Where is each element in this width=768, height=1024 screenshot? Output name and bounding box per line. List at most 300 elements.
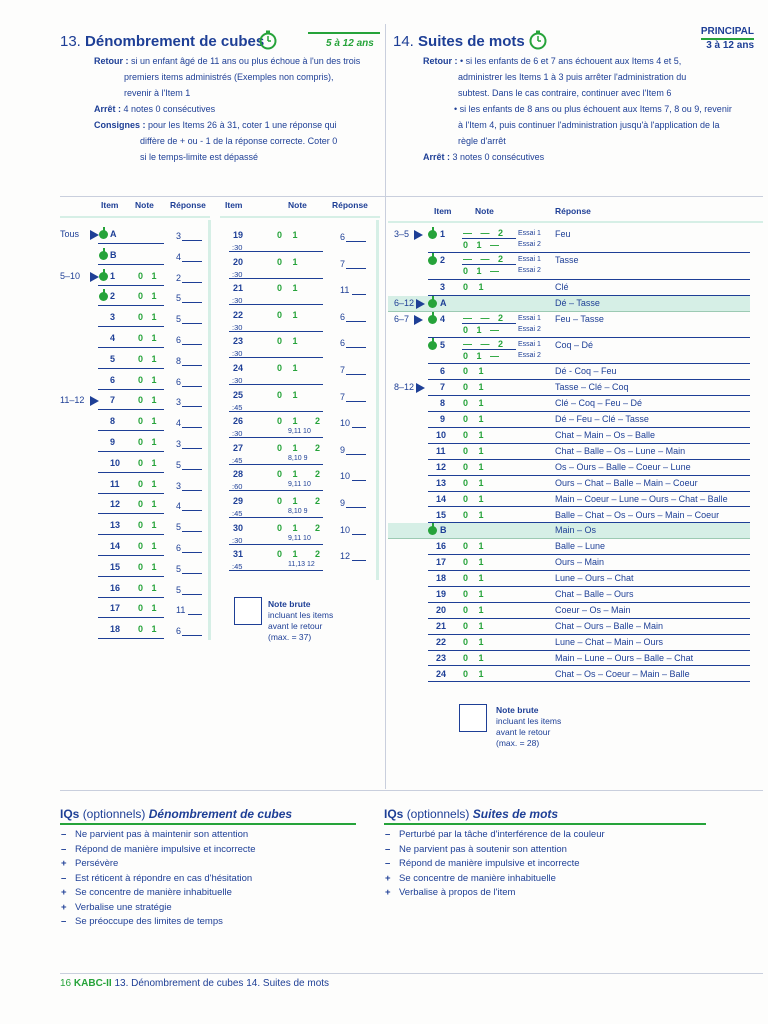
note-essai-bottom[interactable]: 0 1 — <box>463 324 500 335</box>
answer-line[interactable] <box>352 294 366 295</box>
note-choices[interactable]: 0 1 <box>138 333 157 343</box>
expected-response: Main – Coeur – Lune – Ours – Chat – Balle <box>555 493 728 504</box>
answer-line[interactable] <box>182 594 202 595</box>
note-choices[interactable]: 0 1 <box>463 493 484 504</box>
item-rule <box>229 570 323 571</box>
iq-item[interactable] <box>385 857 605 872</box>
item-rule <box>98 368 164 369</box>
item-rule <box>98 243 164 244</box>
answer-line[interactable] <box>182 261 202 262</box>
table-row <box>220 492 385 518</box>
iq-item[interactable] <box>385 828 605 843</box>
note-choices[interactable]: 0 1 <box>277 389 298 400</box>
note-choices[interactable]: 0 1 <box>138 457 157 468</box>
item-number: 13 <box>436 477 447 488</box>
note-choices[interactable]: 0 1 <box>463 461 484 472</box>
response-value: 5 <box>176 584 182 595</box>
iq-item[interactable] <box>61 828 256 843</box>
expected-response: Chat – Os – Coeur – Main – Balle <box>555 668 690 679</box>
time-limit: :60 <box>232 482 243 492</box>
response-value: 6 <box>340 232 346 242</box>
iq-item[interactable] <box>61 872 256 887</box>
item-rule <box>98 472 164 473</box>
answer-line[interactable] <box>182 282 202 283</box>
item-number: 21 <box>233 283 244 294</box>
footer-rule <box>60 973 763 974</box>
note-choices[interactable]: 0 1 <box>463 414 484 425</box>
note-choices[interactable]: 0 1 <box>463 620 484 631</box>
table-row <box>60 351 210 372</box>
answer-line[interactable] <box>352 560 366 561</box>
table-row <box>60 621 210 642</box>
arrow-right-icon <box>414 315 423 325</box>
note-choice-2[interactable]: 2 <box>315 469 321 480</box>
time-limit: :30 <box>232 349 243 359</box>
item-number: 19 <box>233 230 244 240</box>
cubes-right-header: Item Note Réponse <box>225 200 368 210</box>
time-limit: :45 <box>232 402 243 412</box>
item-number: 28 <box>233 469 244 480</box>
response-value: 4 <box>176 251 182 262</box>
iq-text: Répond de manière impulsive et incorrecte <box>399 858 580 869</box>
iq-text: Se préoccupe des limites de temps <box>75 916 223 927</box>
note-choices[interactable]: 0 1 <box>277 469 298 480</box>
principal-label: PRINCIPAL 3 à 12 ans <box>700 26 754 51</box>
answer-line[interactable] <box>352 534 366 535</box>
item-number: 5 <box>110 353 116 364</box>
item-number: 31 <box>233 549 244 560</box>
table-row <box>220 279 385 305</box>
note-choices[interactable]: 0 1 <box>463 604 484 615</box>
iq-sign: – <box>61 872 67 884</box>
table-row <box>388 667 750 683</box>
expected-response: Balle – Lune <box>555 541 606 552</box>
note-choices[interactable]: 0 1 <box>138 520 157 531</box>
expected-response: Chat – Balle – Ours <box>555 589 634 599</box>
answer-line[interactable] <box>182 427 202 428</box>
item-number: 6 <box>440 366 446 377</box>
note-choices[interactable]: 0 1 <box>138 499 157 510</box>
expected-response: Lune – Ours – Chat <box>555 573 634 584</box>
item-number: 12 <box>436 461 447 472</box>
accepted-answers: 8,10 9 <box>288 508 308 515</box>
answer-line[interactable] <box>346 374 366 375</box>
note-essai-bottom[interactable]: 0 1 — <box>463 351 500 361</box>
expected-response: Tasse <box>555 255 579 266</box>
table-row <box>388 476 750 492</box>
note-choices[interactable]: 0 1 <box>463 636 484 647</box>
table-row <box>388 338 750 364</box>
note-essai-top[interactable]: — — 2 <box>463 254 504 265</box>
answer-line[interactable] <box>182 531 202 532</box>
item-number: 19 <box>436 589 447 599</box>
response-value: 6 <box>176 376 182 387</box>
table-row <box>60 330 210 351</box>
item-rule <box>462 349 516 350</box>
note-choice-2[interactable]: 2 <box>315 442 321 453</box>
time-limit: :30 <box>232 322 243 332</box>
response-value: 8 <box>176 355 182 366</box>
expected-response: Feu – Tasse <box>555 313 604 324</box>
answer-line[interactable] <box>346 241 366 242</box>
item-number: 21 <box>436 620 447 631</box>
note-choices[interactable]: 0 1 <box>138 437 157 447</box>
table-row <box>388 603 750 619</box>
note-choices[interactable]: 0 1 <box>277 549 298 560</box>
iq-sign: + <box>61 901 67 913</box>
time-limit: :30 <box>232 535 243 545</box>
iq-item[interactable] <box>61 857 256 872</box>
iq-item[interactable] <box>385 872 605 887</box>
note-choices[interactable]: 0 1 <box>277 283 298 294</box>
expected-response: Main – Lune – Ours – Balle – Chat <box>555 652 694 663</box>
answer-line[interactable] <box>346 507 366 508</box>
note-choices[interactable]: 0 1 <box>463 477 484 488</box>
expected-response: Clé <box>555 281 569 292</box>
item-number: 12 <box>110 499 121 510</box>
iq-item[interactable] <box>385 843 605 858</box>
item-number: 14 <box>436 493 447 504</box>
table-row <box>220 439 385 465</box>
item-number: 14 <box>110 541 121 551</box>
note-choices[interactable]: 0 1 <box>138 353 157 364</box>
note-choices[interactable]: 0 1 <box>463 509 484 520</box>
note-choices[interactable]: 0 1 <box>277 230 298 240</box>
table-row <box>388 492 750 508</box>
response-value: 6 <box>340 338 346 349</box>
item-number: 22 <box>233 309 244 320</box>
iq-text: Est réticent à répondre en cas d'hésitation <box>75 872 253 884</box>
item-number: 4 <box>440 313 446 324</box>
cubes-age: 5 à 12 ans <box>326 38 374 49</box>
note-choices[interactable]: 0 1 <box>463 398 484 409</box>
table-row <box>388 412 750 428</box>
note-choices[interactable]: 0 1 <box>277 309 298 320</box>
note-choices[interactable]: 0 1 <box>463 573 484 584</box>
item-rule <box>98 305 164 306</box>
table-row <box>388 380 750 396</box>
response-value: 10 <box>340 471 351 482</box>
response-value: 2 <box>176 272 182 283</box>
essai-2-label: Essai 2 <box>518 325 541 333</box>
raw-score-box[interactable] <box>459 704 487 732</box>
note-choices[interactable]: 0 1 <box>138 603 157 614</box>
note-essai-bottom[interactable]: 0 1 — <box>463 240 500 250</box>
response-value: 5 <box>176 563 182 574</box>
cubes-left-header: Item Note Réponse <box>101 200 206 210</box>
apple-icon <box>99 292 108 301</box>
item-rule <box>98 389 164 390</box>
iq-item[interactable] <box>61 843 256 858</box>
item-number: 20 <box>233 256 244 267</box>
table-row <box>60 559 210 580</box>
essai-2-label: Essai 2 <box>518 352 541 359</box>
note-choices[interactable]: 0 1 <box>138 582 157 593</box>
table-row <box>388 571 750 587</box>
item-number: 20 <box>436 604 447 615</box>
response-value: 4 <box>176 418 182 429</box>
answer-line[interactable] <box>346 401 366 402</box>
item-number: 3 <box>110 312 116 323</box>
note-choices[interactable]: 0 1 <box>138 291 157 302</box>
item-rule <box>98 617 164 618</box>
note-essai-top[interactable]: — — 2 <box>463 228 504 238</box>
table-row <box>60 496 210 517</box>
table-row <box>60 288 210 309</box>
iq-text: Se concentre de manière inhabituelle <box>75 887 232 898</box>
column-divider <box>385 24 386 789</box>
note-choices[interactable]: 0 1 <box>138 478 157 489</box>
answer-line[interactable] <box>346 321 366 322</box>
item-rule <box>98 534 164 535</box>
iq-item[interactable] <box>61 886 256 901</box>
note-choices[interactable]: 0 1 <box>138 270 157 281</box>
item-number: 10 <box>110 457 121 468</box>
iq-sign: – <box>61 916 67 927</box>
iq-sign: – <box>385 858 391 869</box>
item-rule <box>462 264 516 265</box>
item-number: 25 <box>233 389 244 400</box>
apple-icon <box>428 526 437 535</box>
answer-line[interactable] <box>352 480 366 481</box>
table-row <box>388 227 750 253</box>
start-point-label: 6–12 <box>394 297 415 308</box>
answer-line[interactable] <box>182 386 202 387</box>
mots-title: 14. Suites de mots <box>393 33 525 50</box>
table-row <box>220 545 385 571</box>
note-choices[interactable]: 0 1 <box>138 374 157 385</box>
item-rule <box>98 493 164 494</box>
item-number: B <box>110 249 117 260</box>
expected-response: Chat – Ours – Balle – Main <box>555 620 664 631</box>
answer-line[interactable] <box>188 614 202 615</box>
note-choices[interactable]: 0 1 <box>138 624 157 635</box>
note-choices[interactable]: 0 1 <box>463 652 484 663</box>
expected-response: Chat – Main – Os – Balle <box>555 430 656 440</box>
note-choices[interactable]: 0 1 <box>463 668 484 679</box>
essai-1-label: Essai 1 <box>518 230 541 237</box>
answer-line[interactable] <box>352 427 366 428</box>
answer-line[interactable] <box>182 365 202 366</box>
item-rule <box>98 513 164 514</box>
iq-item[interactable] <box>61 915 256 930</box>
item-number: 7 <box>110 395 116 406</box>
table-row <box>60 392 210 413</box>
table-row <box>388 587 750 603</box>
table-row <box>388 555 750 571</box>
response-value: 11 <box>176 605 186 616</box>
mots-raw-score-label: Note brute incluant les items avant le retour (max. = 28) <box>496 705 562 748</box>
footer: 16 KABC-II 13. Dénombrement de cubes 14. Suites de mots <box>60 978 330 989</box>
iq-cubes-title: IQs (optionnels) Dénombrement de cubes <box>60 807 293 821</box>
stopwatch-icon <box>528 30 548 50</box>
note-choices[interactable]: 0 1 <box>138 312 157 323</box>
response-value: 4 <box>176 501 182 512</box>
time-limit: :30 <box>232 296 243 306</box>
item-rule <box>98 347 164 348</box>
iq-text: Se concentre de manière inhabituelle <box>399 872 556 884</box>
item-number: 6 <box>110 374 116 385</box>
answer-line[interactable] <box>346 454 366 455</box>
note-choices[interactable]: 0 1 <box>277 522 298 533</box>
iq-item[interactable] <box>61 901 256 916</box>
note-choices[interactable]: 0 1 <box>277 496 298 506</box>
table-row <box>388 619 750 635</box>
item-number: 26 <box>233 416 244 427</box>
response-value: 7 <box>340 258 346 269</box>
table-row <box>220 359 385 385</box>
iq-sign: – <box>61 829 67 840</box>
essai-2-label: Essai 2 <box>518 267 541 275</box>
note-choices[interactable]: 0 1 <box>277 256 298 267</box>
note-choices[interactable]: 0 1 <box>463 541 484 552</box>
item-number: 18 <box>110 624 121 635</box>
item-number: 5 <box>440 340 446 350</box>
header-rule <box>60 216 210 218</box>
iq-sign: – <box>61 843 67 855</box>
note-choices[interactable]: 0 1 <box>463 445 484 456</box>
table-row <box>60 517 210 538</box>
expected-response: Dé – Tasse <box>555 297 600 308</box>
item-number: 15 <box>110 561 121 572</box>
answer-line[interactable] <box>182 406 202 407</box>
answer-line[interactable] <box>182 573 202 574</box>
item-number: 2 <box>110 291 116 302</box>
table-row <box>220 253 385 279</box>
answer-line[interactable] <box>346 268 366 269</box>
note-choices[interactable]: 0 1 <box>463 281 484 292</box>
iq-text: Verbalise à propos de l'item <box>399 887 516 898</box>
item-number: 17 <box>110 603 121 614</box>
item-number: 17 <box>436 557 447 568</box>
answer-line[interactable] <box>182 240 202 241</box>
answer-line[interactable] <box>182 490 202 491</box>
answer-line[interactable] <box>182 344 202 345</box>
note-choices[interactable]: 0 1 <box>138 416 157 427</box>
response-value: 10 <box>340 418 351 429</box>
response-value: 3 <box>176 439 182 449</box>
time-limit: :30 <box>232 376 243 385</box>
note-choices[interactable]: 0 1 <box>463 366 484 377</box>
note-choice-2[interactable]: 2 <box>315 522 321 533</box>
answer-line[interactable] <box>182 302 202 303</box>
note-choices[interactable]: 0 1 <box>463 430 484 440</box>
apple-icon <box>99 272 108 281</box>
iq-sign: + <box>61 858 67 869</box>
cubes-title: 13. Dénombrement de cubes <box>60 33 265 50</box>
iq-rule <box>384 823 706 825</box>
response-value: 7 <box>340 391 346 402</box>
item-number: 22 <box>436 636 447 647</box>
note-essai-top[interactable]: — — 2 <box>463 312 504 323</box>
table-row <box>60 455 210 476</box>
note-choices[interactable]: 0 1 <box>277 363 298 373</box>
item-number: 7 <box>440 382 446 393</box>
answer-line[interactable] <box>182 510 202 511</box>
note-choices[interactable]: 0 1 <box>138 395 157 406</box>
item-number: 29 <box>233 496 244 506</box>
table-row <box>220 226 385 252</box>
table-row <box>388 651 750 667</box>
item-number: 18 <box>436 573 447 584</box>
response-value: 9 <box>340 498 346 508</box>
note-choices[interactable]: 0 1 <box>277 442 298 453</box>
item-number: 4 <box>110 333 116 343</box>
time-limit: :45 <box>232 562 243 572</box>
item-number: 11 <box>110 478 120 489</box>
note-choice-2[interactable]: 2 <box>315 496 321 506</box>
note-choices[interactable]: 0 1 <box>463 382 484 393</box>
table-row <box>60 476 210 497</box>
note-choices[interactable]: 0 1 <box>277 336 298 347</box>
answer-line[interactable] <box>182 552 202 553</box>
note-choice-2[interactable]: 2 <box>315 416 321 427</box>
table-row <box>388 280 750 296</box>
table-row <box>60 372 210 393</box>
answer-line[interactable] <box>182 469 202 470</box>
table-row <box>388 253 750 279</box>
table-row <box>388 539 750 555</box>
expected-response: Tasse – Clé – Coq <box>555 382 629 393</box>
time-limit: :30 <box>232 429 243 439</box>
note-choices[interactable]: 0 1 <box>463 589 484 599</box>
item-number: 16 <box>110 582 121 593</box>
response-value: 5 <box>176 522 182 533</box>
arrow-right-icon <box>90 396 99 406</box>
start-point-label: 3–5 <box>394 229 410 239</box>
note-essai-bottom[interactable]: 0 1 — <box>463 266 500 277</box>
answer-line[interactable] <box>346 347 366 348</box>
expected-response: Balle – Chat – Os – Ours – Main – Coeur <box>555 509 720 520</box>
answer-line[interactable] <box>182 323 202 324</box>
item-number: 24 <box>233 363 244 373</box>
item-rule <box>462 323 516 324</box>
table-row <box>220 306 385 332</box>
note-essai-top[interactable]: — — 2 <box>463 339 504 349</box>
table-row <box>388 364 750 380</box>
response-value: 6 <box>176 543 182 553</box>
start-point-label: 5–10 <box>60 270 81 281</box>
response-value: 10 <box>340 524 351 535</box>
iq-mots-list <box>385 828 605 901</box>
arrow-right-icon <box>90 230 99 240</box>
mots-header: Item Note Réponse <box>434 206 591 216</box>
answer-line[interactable] <box>182 448 202 449</box>
apple-icon <box>99 230 108 239</box>
note-choice-2[interactable]: 2 <box>315 549 321 560</box>
iq-item[interactable] <box>385 886 605 901</box>
answer-line[interactable] <box>182 635 202 636</box>
item-number: 10 <box>436 430 447 440</box>
start-point-label: 8–12 <box>394 382 415 393</box>
expected-response: Coeur – Os – Main <box>555 604 631 615</box>
item-number: 9 <box>110 437 116 447</box>
note-choices[interactable]: 0 1 <box>463 557 484 568</box>
table-row <box>60 268 210 289</box>
note-choices[interactable]: 0 1 <box>277 416 298 427</box>
item-rule <box>462 238 516 239</box>
arrow-right-icon <box>414 230 423 240</box>
note-choices[interactable]: 0 1 <box>138 541 157 551</box>
stopwatch-icon <box>258 30 278 50</box>
response-column-bar <box>376 220 379 580</box>
response-value: 3 <box>176 231 182 241</box>
accepted-answers: 9,11 10 <box>288 481 311 489</box>
note-choices[interactable]: 0 1 <box>138 561 157 572</box>
item-rule <box>98 285 164 286</box>
raw-score-box[interactable] <box>234 597 262 625</box>
item-number: 8 <box>440 398 446 409</box>
